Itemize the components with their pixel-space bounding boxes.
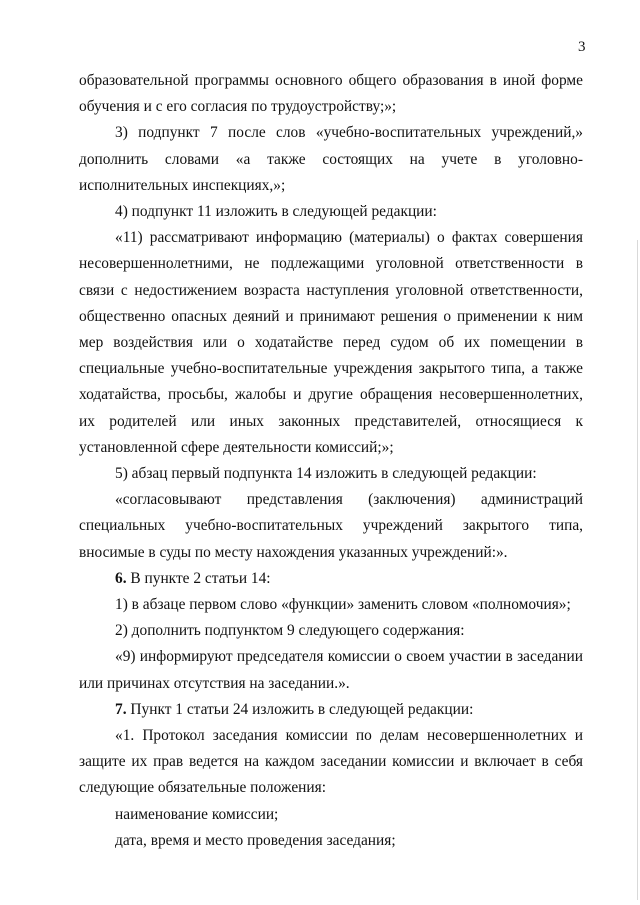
paragraph-subitem-11-text: «11) рассматривают информацию (материалы) о фактах совершения несовершеннолетними, не подлежащими уголовной ответственности в связи с недостижением возраста наступления уголовной ответственности, общественно опасных деяний и принимают решения о применении к ним мер воздействия или о ходатайстве перед судом об их помещении в специальные учебно-воспитательные учреждения закрытого типа, а также ходатайства, просьбы, жалобы и другие обращения несовершеннолетних, их родителей или иных законных представителей, относящиеся к установленной сфере деятельности комиссий;»; xyxy=(79,229,583,456)
paragraph-subitem-14-text: «согласовывают представления (заключения) администраций специальных учебно-воспитательных учреждений закрытого типа, вносимые в суды по месту нахождения указанных учреждений:». xyxy=(79,491,583,561)
item-number-6: 6. xyxy=(115,569,127,587)
paragraph-item-6-sub-1: 1) в абзаце первом слово «функции» заменить словом «полномочия»; xyxy=(115,596,571,614)
paragraph-item-6-sub-2: 2) дополнить подпунктом 9 следующего содержания: xyxy=(115,622,465,640)
paragraph-date-time-place: дата, время и место проведения заседания; xyxy=(115,831,396,849)
item-6-text: В пункте 2 статьи 14: xyxy=(126,569,271,587)
page-edge-line xyxy=(637,240,638,900)
paragraph-item-6 xyxy=(79,566,583,592)
paragraph-subitem-4: 4) подпункт 11 изложить в следующей редакции: xyxy=(115,203,437,221)
paragraph-protocol-text: «1. Протокол заседания комиссии по делам несовершеннолетних и защите их прав ведется на каждом заседании комиссии и включает в себя следующие обязательные положения: xyxy=(79,727,583,797)
item-7-text: Пункт 1 статьи 24 изложить в следующей редакции: xyxy=(126,700,474,718)
paragraph-commission-name: наименование комиссии; xyxy=(115,805,279,823)
paragraph-subitem-9-text: «9) информируют председателя комиссии о своем участии в заседании или причинах отсутствия на заседании.». xyxy=(79,648,583,692)
paragraph-subitem-5: 5) абзац первый подпункта 14 изложить в следующей редакции: xyxy=(115,465,537,483)
item-number-7: 7. xyxy=(115,700,127,718)
paragraph-subitem-3: 3) подпункт 7 после слов «учебно-воспитательных учреждений,» дополнить словами «а также состоящих на учете в уголовно-исполнительных инспекциях,»; xyxy=(79,124,583,194)
page-number: 3 xyxy=(578,39,586,55)
paragraph-continuation: образовательной программы основного общего образования в иной форме обучения и с его согласия по трудоустройству;»; xyxy=(79,72,583,116)
paragraph-item-7 xyxy=(79,697,583,723)
document-body xyxy=(79,68,583,854)
